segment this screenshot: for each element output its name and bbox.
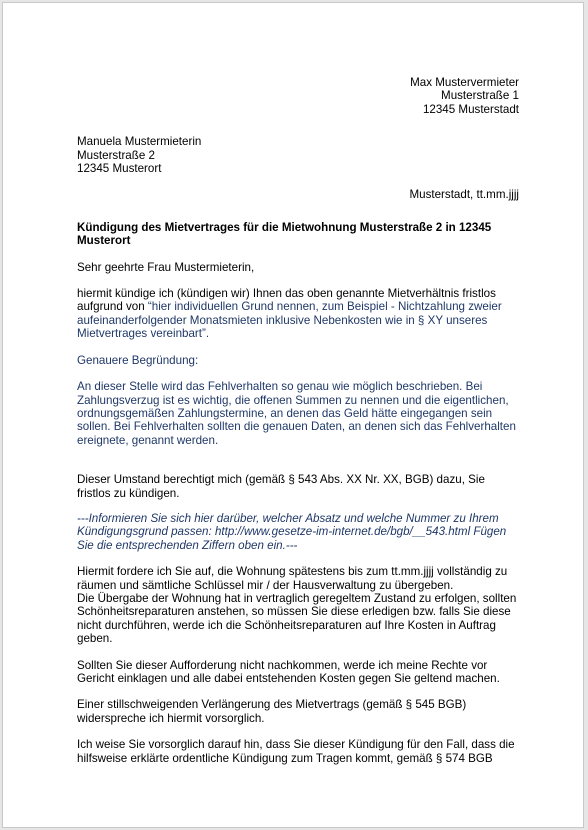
sender-address	[77, 76, 519, 116]
place-date: Musterstadt, tt.mm.jjjj	[409, 188, 519, 202]
paragraph-extension: Einer stillschweigenden Verlängerung des Mietvertrags (gemäß § 545 BGB) widerspreche ich hiermit vorsorglich.	[77, 698, 467, 725]
recipient-address	[77, 135, 519, 175]
sender-name: Max Mustervermieter	[410, 76, 519, 89]
recipient-street: Musterstraße 2	[77, 148, 155, 162]
intro-placeholder: “hier individuellen Grund nennen, zum Beispiel - Nichtzahlung zweier aufeinanderfolgender Monatsmieten inklusive Nebenkosten wie in § XY unseres Mietvertrages vereinbart”.	[77, 300, 502, 341]
sender-city: 12345 Musterstadt	[422, 102, 519, 116]
sender-street: Musterstraße 1	[441, 89, 519, 103]
note-italic: ---Informieren Sie sich hier darüber, welcher Absatz und welche Nummer zu Ihrem Kündigungsgrund passen: http://www.gesetze-im-internet.de/bgb/__543.html Fügen Sie die entsprechenden Ziffern oben ein.---	[77, 511, 507, 552]
detail-heading: Genauere Begründung:	[77, 353, 199, 367]
paragraph-handover	[77, 565, 519, 645]
recipient-city: 12345 Musterort	[77, 162, 162, 176]
document-page	[2, 2, 584, 828]
paragraph-notice: Ich weise Sie vorsorglich darauf hin, dass Sie dieser Kündigung für den Fall, dass die hilfsweise erklärte ordentliche Kündigung zum Tragen kommt, gemäß § 574 BGB	[77, 738, 515, 765]
salutation: Sehr geehrte Frau Mustermieterin,	[77, 260, 255, 274]
paragraph-rights: Sollten Sie dieser Aufforderung nicht nachkommen, werde ich meine Rechte vor Gericht einklagen und alle dabei entstehenden Kosten gegen Sie geltend machen.	[77, 658, 500, 685]
paragraph-intro	[77, 287, 519, 341]
intro-lead: hiermit kündige ich (kündigen wir) Ihnen das oben genannte Mietverhältnis fristlos aufgrund von	[77, 287, 496, 314]
recipient-name: Manuela Mustermieterin	[77, 135, 202, 149]
letter-body	[77, 76, 519, 765]
handover-part-2: Die Übergabe der Wohnung hat in vertraglich geregeltem Zustand zu erfolgen, sollten Schönheitsreparaturen anstehen, so müssen Sie diese erledigen bzw. falls Sie diese nicht durchführen, werde ich die Schönheitsreparaturen auf Ihre Kosten in Auftrag geben.	[77, 591, 517, 646]
handover-part-1: Hiermit fordere ich Sie auf, die Wohnung spätestens bis zum tt.mm.jjjj vollständig zu räumen und sämtliche Schlüssel mir / der Hausverwaltung zu übergeben.	[77, 565, 508, 592]
paragraph-legal: Dieser Umstand berechtigt mich (gemäß § 543 Abs. XX Nr. XX, BGB) dazu, Sie fristlos zu kündigen.	[77, 473, 485, 500]
detail-text: An dieser Stelle wird das Fehlverhalten so genau wie möglich beschrieben. Bei Zahlungsverzug ist es wichtig, die offenen Summen zu nennen und die eigentlichen, ordnungsgemäßen Zahlungstermine, an denen das Geld hätte eingegangen sein sollen. Bei Fehlverhalten sollten die genauen Daten, an denen sich das Fehlverhalten ereignete, genannt werden.	[77, 380, 516, 447]
subject-line: Kündigung des Mietvertrages für die Mietwohnung Musterstraße 2 in 12345 Musterort	[77, 220, 492, 248]
